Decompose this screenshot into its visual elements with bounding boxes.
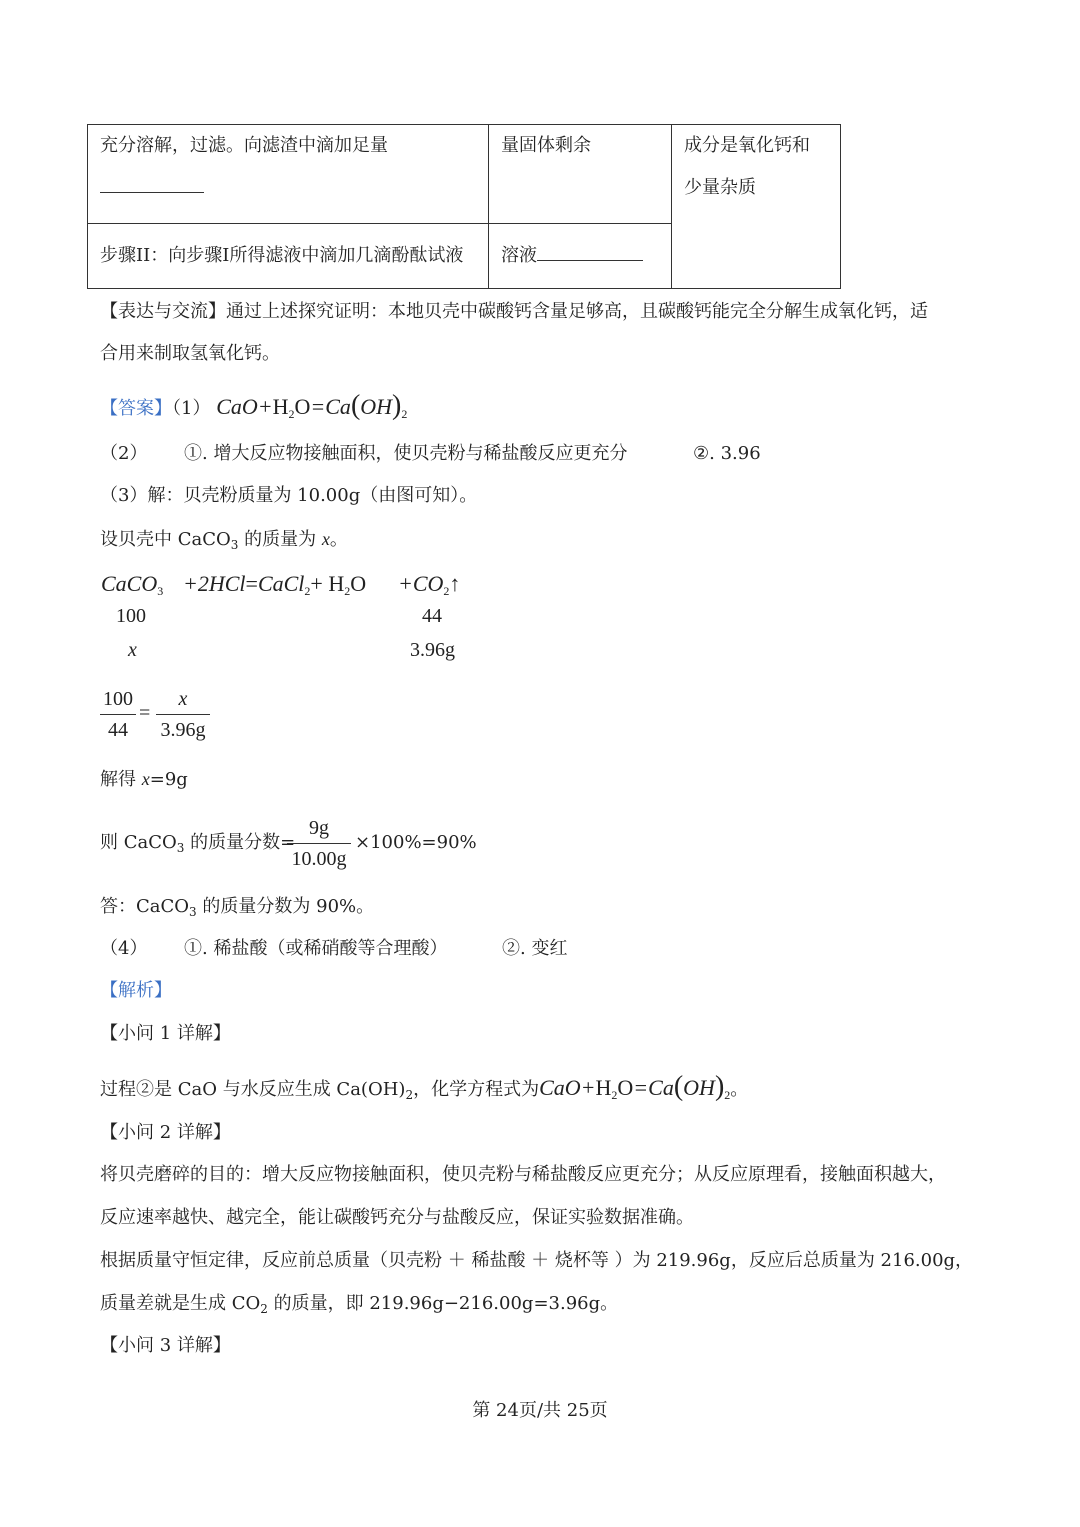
- reaction-m1: 100: [116, 605, 146, 627]
- sub: 2: [405, 1088, 414, 1102]
- text: 则 CaCO: [100, 832, 177, 853]
- term: CaCO: [101, 571, 158, 596]
- conclusion-line2: 少量杂质: [684, 177, 756, 198]
- eq-paren: (: [673, 1071, 684, 1102]
- term: CaCl: [257, 571, 305, 596]
- q1-equation: [216, 390, 408, 421]
- row2-phenomenon: 溶液: [501, 245, 537, 266]
- var-x: x: [321, 529, 330, 549]
- sub: 3: [157, 584, 164, 598]
- reaction-hcl: [183, 573, 366, 597]
- table-cell: [489, 125, 672, 224]
- text: 的质量分数=: [184, 832, 296, 853]
- sub2-line3: 根据质量守恒定律，反应前总质量（贝壳粉 ＋ 稀盐酸 ＋ 烧杯等 ）为 219.96g，反应后总质量为 216.00g，: [100, 1250, 974, 1271]
- term: O: [350, 571, 367, 596]
- express-line1: 【表达与交流】通过上述探究证明：本地贝壳中碳酸钙含量足够高，且碳酸钙能完全分解生成氧化钙，适: [100, 301, 928, 322]
- q4-number: （4）: [100, 938, 148, 959]
- text: 的质量，即 219.96g−216.00g=3.96g。: [267, 1293, 619, 1314]
- eq-paren: ): [392, 390, 402, 421]
- denominator: 44: [108, 719, 128, 741]
- sub2-title: 【小问 2 详解】: [100, 1122, 231, 1143]
- ratio-fraction-right: [156, 688, 210, 742]
- term: +CO: [398, 571, 444, 596]
- eq-op: =: [633, 1075, 649, 1100]
- row1-step-text: 充分溶解，过滤。向滤渣中滴加足量: [100, 135, 388, 156]
- page-footer: 第 24页/共 25页: [472, 1400, 608, 1421]
- eq-term: H: [595, 1075, 612, 1100]
- text: 解得: [100, 769, 142, 790]
- q2-answer-b: ②. 3.96: [693, 443, 761, 464]
- q4-answer-b: ②. 变红: [502, 938, 568, 959]
- reaction-m2: 44: [422, 605, 442, 627]
- table-cell: [88, 125, 489, 224]
- sub: 3: [176, 841, 185, 855]
- eq-sub: 2: [288, 407, 295, 421]
- eq-op: +: [257, 394, 273, 419]
- solve-line: [100, 770, 188, 789]
- reaction-v1: x: [128, 639, 137, 661]
- mass-fraction: [287, 817, 351, 871]
- eq-term: Ca: [648, 1075, 674, 1100]
- text: 的质量分数为 90%。: [196, 896, 375, 917]
- text: 。: [329, 529, 348, 550]
- q2-number: （2）: [100, 443, 148, 464]
- experiment-table: [87, 124, 841, 289]
- sub2-line2: 反应速率越快、越完全，能让碳酸钙充分与盐酸反应，保证实验数据准确。: [100, 1207, 694, 1228]
- sub1-title: 【小问 1 详解】: [100, 1023, 231, 1044]
- table-cell-conclusion: [672, 125, 841, 289]
- analysis-label: 【解析】: [100, 980, 172, 1001]
- sub1-text: [100, 1073, 748, 1101]
- fraction-prefix: [100, 834, 295, 854]
- denominator: 3.96g: [160, 719, 206, 741]
- var-x: x: [141, 769, 150, 789]
- sub3-title: 【小问 3 详解】: [100, 1335, 231, 1356]
- q3-line2: [100, 530, 348, 551]
- denominator: 10.00g: [291, 848, 347, 870]
- eq-op: +: [580, 1075, 596, 1100]
- term: + H: [310, 571, 345, 596]
- sub2-line1: 将贝壳磨碎的目的：增大反应物接触面积，使贝壳粉与稀盐酸反应更充分；从反应原理看，接触面积越大，: [100, 1164, 946, 1185]
- q3-line1: （3）解：贝壳粉质量为 10.00g（由图可知）。: [100, 485, 478, 506]
- text: =9g: [149, 769, 188, 790]
- table-cell: [489, 224, 672, 289]
- text: 设贝壳中 CaCO: [100, 529, 231, 550]
- fraction-result: ×100%=90%: [355, 832, 477, 853]
- numerator: x: [178, 688, 188, 710]
- eq-term: Ca: [325, 394, 351, 419]
- row2-step-text: 步骤II：向步骤I所得滤液中滴加几滴酚酞试液: [100, 245, 464, 266]
- answer-label: 【答案】: [100, 398, 172, 419]
- conclusion-line1: 成分是氧化钙和: [684, 135, 810, 156]
- numerator: 100: [103, 688, 133, 710]
- sub: 3: [230, 538, 239, 552]
- numerator: 9g: [309, 817, 329, 839]
- op: =: [245, 571, 258, 596]
- ratio-fraction-left: [100, 688, 136, 742]
- sub2-line4: [100, 1295, 618, 1315]
- row1-phenomenon: 量固体剩余: [501, 135, 591, 156]
- eq-sub: 2: [401, 407, 408, 421]
- sub: 2: [260, 1302, 268, 1316]
- sub: 2: [344, 584, 351, 598]
- eq-sub: 2: [611, 1088, 618, 1102]
- text: 过程②是 CaO 与水反应生成 Ca(OH): [100, 1079, 406, 1100]
- text: 质量差就是生成 CO: [100, 1293, 261, 1314]
- reaction-caco3: [101, 573, 163, 597]
- eq-term: OH: [360, 394, 393, 419]
- eq-term: CaO: [539, 1075, 581, 1100]
- sub: 2: [304, 584, 311, 598]
- answer-q1: [100, 392, 407, 420]
- eq-sub: 2: [724, 1088, 731, 1102]
- answer-statement: [100, 898, 374, 918]
- arrow-up-icon: ↑: [449, 571, 461, 596]
- eq-term: O: [617, 1075, 634, 1100]
- sub1-equation: [539, 1071, 731, 1102]
- text: ，化学方程式为: [413, 1079, 540, 1100]
- sub: 2: [443, 584, 450, 598]
- answer-blank: [100, 172, 204, 193]
- q2-answer-a: ①. 增大反应物接触面积，使贝壳粉与稀盐酸反应更充分: [184, 443, 628, 464]
- eq-term: OH: [683, 1075, 715, 1100]
- q4-answer-a: ①. 稀盐酸（或稀硝酸等合理酸）: [184, 938, 448, 959]
- sub: 3: [189, 905, 197, 919]
- eq-paren: ): [714, 1071, 725, 1102]
- reaction-v2: 3.96g: [410, 639, 455, 661]
- eq-op: =: [310, 394, 326, 419]
- ratio-equals: =: [139, 702, 151, 724]
- eq-term: CaO: [216, 394, 258, 419]
- answer-blank: [537, 240, 643, 261]
- express-line2: 合用来制取氢氧化钙。: [100, 343, 280, 364]
- table-row: [88, 125, 841, 224]
- eq-term: H: [272, 394, 289, 419]
- term: +2HCl: [183, 571, 246, 596]
- eq-paren: (: [350, 390, 361, 421]
- text: 答：CaCO: [100, 896, 190, 917]
- text: 的质量为: [238, 529, 322, 550]
- q1-number: （1）: [172, 398, 211, 419]
- eq-term: O: [294, 394, 311, 419]
- text: 。: [730, 1079, 749, 1100]
- table-cell: [88, 224, 489, 289]
- reaction-co2: [398, 573, 460, 597]
